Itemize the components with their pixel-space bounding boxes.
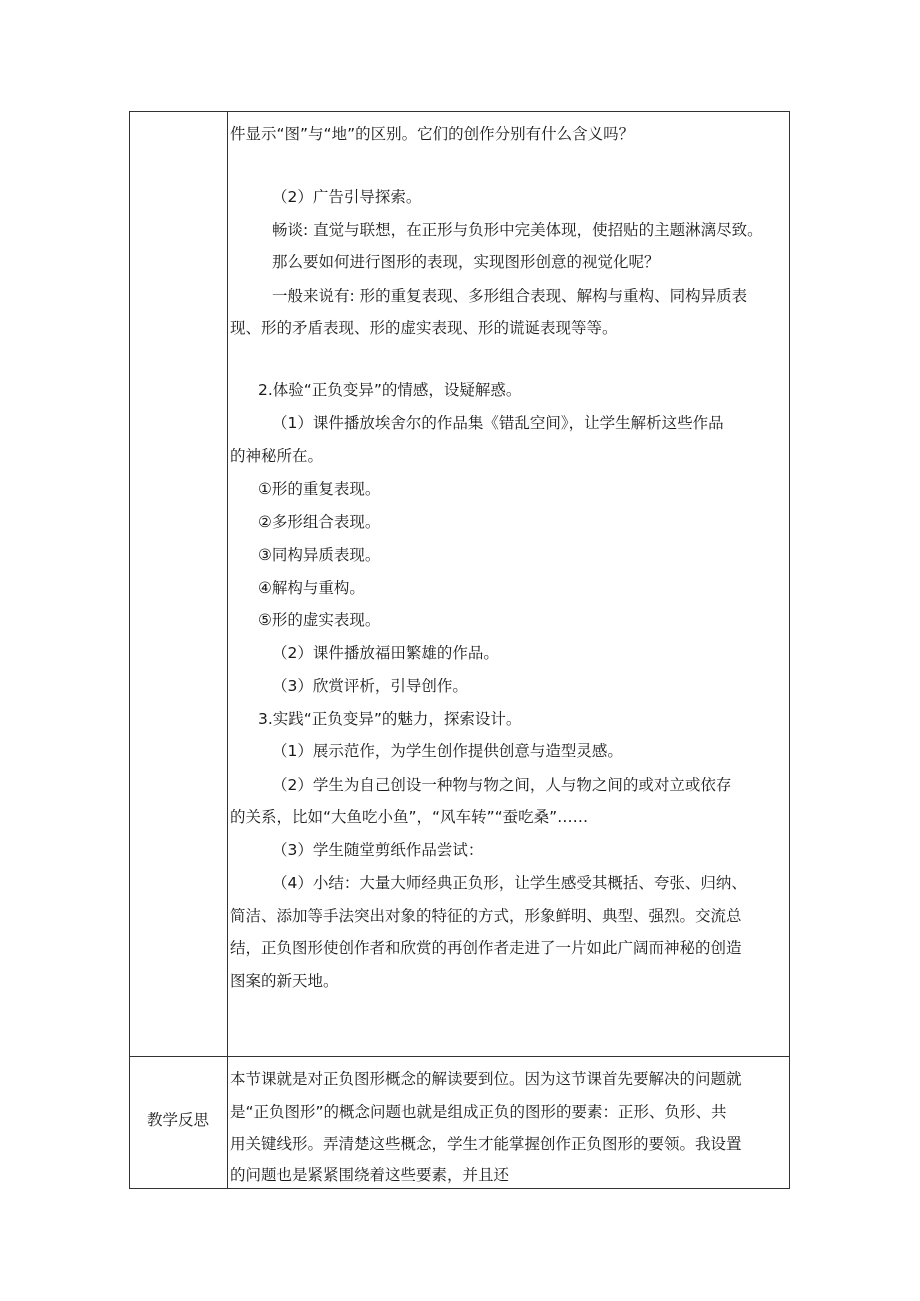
lesson-line: （2）课件播放福田繁雄的作品。 [272, 644, 499, 662]
lesson-line: 现、形的矛盾表现、形的虚实表现、形的谎诞表现等等。 [230, 319, 618, 337]
row-divider [129, 1056, 790, 1057]
reflection-line: 用关键线形。弄清楚这些概念，学生才能掌握创作正负图形的要领。我设置 [230, 1135, 742, 1153]
lesson-line: （1）课件播放埃舍尔的作品集《错乱空间》，让学生解析这些作品 [272, 414, 724, 432]
lesson-line: ①形的重复表现。 [258, 480, 381, 498]
reflection-label: 教学反思 [146, 1111, 209, 1129]
reflection-line: 的问题也是紧紧围绕着这些要素，并且还 [230, 1166, 510, 1184]
lesson-line: 一般来说有: 形的重复表现、多形组合表现、解构与重构、同构异质表 [272, 287, 748, 305]
lesson-line: 的神秘所在。 [230, 447, 324, 465]
lesson-line: 那么要如何进行图形的表现，实现图形创意的视觉化呢？ [272, 253, 660, 271]
lesson-line: 3.实践“正负变异”的魅力，探索设计。 [258, 710, 522, 728]
lesson-line: ⑤形的虚实表现。 [258, 611, 381, 629]
lesson-line: 结，正负图形使创作者和欣赏的再创作者走进了一片如此广阔而神秘的创造 [230, 939, 742, 957]
lesson-line: （4）小结：大量大师经典正负形，让学生感受其概括、夸张、归纳、 [272, 874, 747, 892]
lesson-line: （1）展示范作，为学生创作提供创意与造型灵感。 [272, 742, 623, 760]
lesson-line: 件显示“图”与“地”的区别。它们的创作分别有什么含义吗？ [230, 125, 635, 143]
lesson-line: （3）学生随堂剪纸作品尝试： [272, 841, 484, 859]
lesson-line: 图案的新天地。 [230, 972, 339, 990]
lesson-line: 的关系，比如“大鱼吃小鱼”，“风车转”“蚕吃桑”…… [230, 808, 589, 826]
lesson-line: ④解构与重构。 [258, 579, 365, 597]
lesson-line: 畅谈: 直觉与联想，在正形与负形中完美体现，使招贴的主题淋漓尽致。 [272, 221, 763, 239]
column-divider [227, 111, 228, 1189]
lesson-line: （2）学生为自己创设一种物与物之间，人与物之间的或对立或依存 [272, 776, 732, 794]
lesson-line: （2）广告引导探索。 [272, 188, 422, 206]
lesson-line: 2.体验“正负变异”的情感，设疑解惑。 [258, 381, 522, 399]
lesson-line: 简洁、添加等手法突出对象的特征的方式，形象鲜明、典型、强烈。交流总 [230, 907, 742, 925]
lesson-line: ③同构异质表现。 [258, 546, 381, 564]
reflection-line: 是“正负图形”的概念问题也就是组成正负的图形的要素：正形、负形、共 [230, 1103, 727, 1121]
reflection-line: 本节课就是对正负图形概念的解读要到位。因为这节课首先要解决的问题就 [230, 1070, 742, 1088]
lesson-line: （3）欣赏评析，引导创作。 [272, 677, 468, 695]
lesson-line: ②多形组合表现。 [258, 513, 381, 531]
